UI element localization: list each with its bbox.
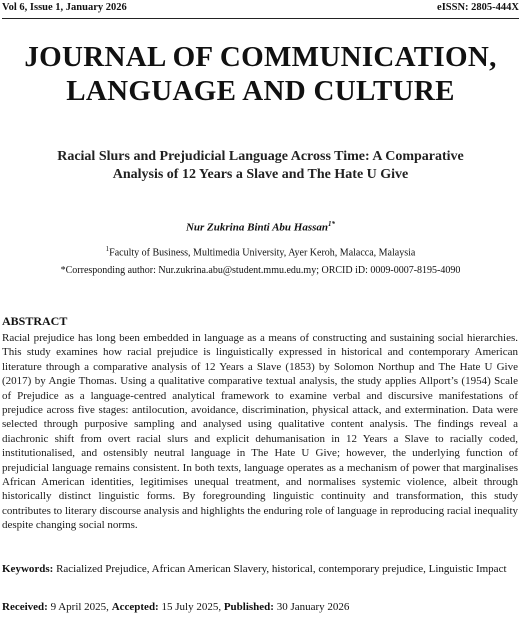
issue-info: Vol 6, Issue 1, January 2026 (2, 2, 127, 13)
received-date: 9 April 2025, (50, 601, 109, 613)
received-label: Received: (2, 601, 48, 613)
abstract-heading: ABSTRACT (2, 314, 68, 328)
journal-title-line-2: LANGUAGE AND CULTURE (66, 75, 455, 107)
keywords (2, 562, 518, 576)
publication-dates (2, 601, 349, 613)
corresponding-author: *Corresponding author: Nur.zukrina.abu@student.mmu.edu.my; ORCID iD: 0009-0007-8195-4090 (60, 265, 461, 276)
journal-title (0, 40, 521, 108)
author-marks: 1* (328, 220, 336, 228)
affiliation-mark: 1 (105, 245, 110, 253)
article-title-line-1: Racial Slurs and Prejudicial Language Across Time: A Comparative (57, 149, 464, 164)
header-divider (2, 18, 519, 19)
accepted-date: 15 July 2025, (161, 601, 222, 613)
journal-title-line-1: JOURNAL OF COMMUNICATION, (24, 41, 497, 73)
article-title (20, 148, 501, 184)
article-title-line-2: Analysis of 12 Years a Slave and The Hate U Give (112, 167, 409, 182)
author-line (0, 220, 521, 234)
published-date: 30 January 2026 (276, 601, 350, 613)
published-label: Published: (223, 601, 274, 613)
affiliation-line (0, 245, 521, 258)
running-header (2, 2, 519, 18)
keywords-text: Racialized Prejudice, African American Slavery, historical, contemporary prejudice, Linguistic Impact (56, 563, 507, 575)
abstract-body: Racial prejudice has long been embedded in language as a means of constructing and sustaining social hierarchies. This study examines how racial prejudice is linguistically expressed in historical and contemporary American literature through a comparative analysis of 12 Years a Slave (1853) by Solomon Northup and The Hate U Give (2017) by Angie Thomas. Using a qualitative comparative textual analysis, the study applies Allport’s (1954) Scale of Prejudice as a language-centred analytical framework to examine verbal and discursive manifestations of prejudice across five stages: antilocution, avoidance, discrimination, physical attack, and extermination. Data were selected through purposive sampling and analysed using qualitative content analysis. The findings reveal a diachronic shift from overt racial slurs and explicit dehumanisation in 12 Years a Slave to racially coded, institutionalised, and ostensibly neutral language in The Hate U Give; however, the underlying function of prejudicial language remains consistent. In both texts, language operates as a mechanism of power that marginalises African American identities, legitimises unequal treatment, and normalises systemic violence, albeit through historically distinct linguistic forms. By foregrounding linguistic continuity and transformation, this study contributes to literary discourse analysis and highlights the enduring role of language in reproducing racial inequality despite changing social norms. (2, 332, 518, 532)
affiliation-text: Faculty of Business, Multimedia University, Ayer Keroh, Malacca, Malaysia (109, 247, 416, 259)
author-name: Nur Zukrina Binti Abu Hassan (185, 221, 329, 234)
accepted-label: Accepted: (111, 601, 159, 613)
eissn-info: eISSN: 2805-444X (437, 2, 519, 13)
keywords-label: Keywords: (2, 563, 54, 575)
